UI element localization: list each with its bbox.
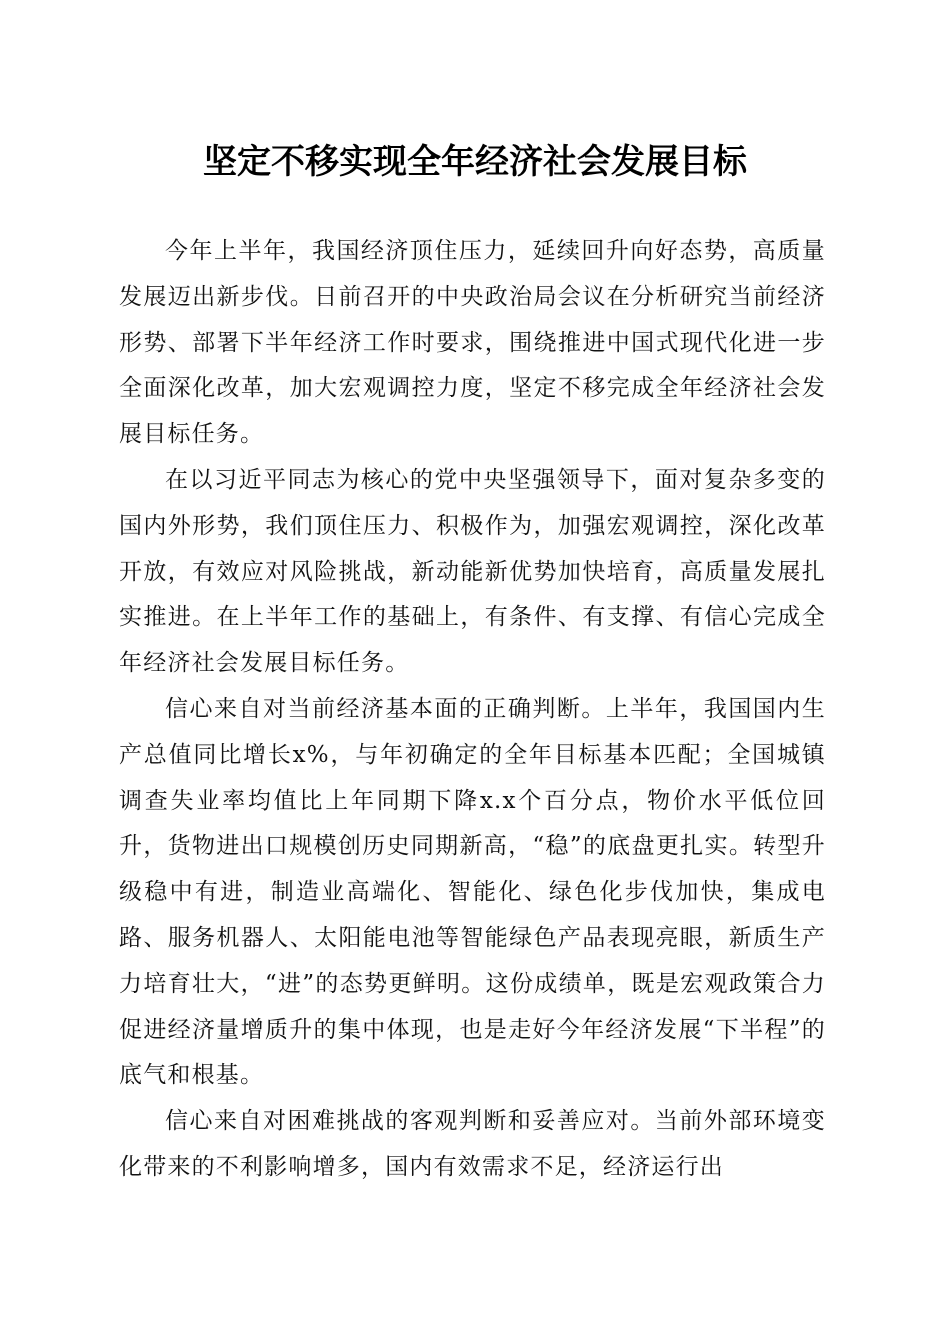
paragraph-3: 信心来自对当前经济基本面的正确判断。上半年，我国国内生产总值同比增长x%，与年初确定的全年目标基本匹配；全国城镇调查失业率均值比上年同期下降x.x个百分点，物价水平低位回升，货物进出口规模创历史同期新高，“稳”的底盘更扎实。转型升级稳中有进，制造业高端化、智能化、绿色化步伐加快，集成电路、服务机器人、太阳能电池等智能绿色产品表现亮眼，新质生产力培育壮大，“进”的态势更鲜明。这份成绩单，既是宏观政策合力促进经济量增质升的集中体现，也是走好今年经济发展“下半程”的底气和根基。 bbox=[119, 695, 826, 1089]
paragraph-1: 今年上半年，我国经济顶住压力，延续回升向好态势，高质量发展迈出新步伐。日前召开的中央政治局会议在分析研究当前经济形势、部署下半年经济工作时要求，围绕推进中国式现代化进一步全面深化改革，加大宏观调控力度，坚定不移完成全年经济社会发展目标任务。 bbox=[119, 238, 826, 448]
paragraph-4: 信心来自对困难挑战的客观判断和妥善应对。当前外部环境变化带来的不利影响增多，国内有效需求不足，经济运行出 bbox=[119, 1108, 826, 1180]
document-title: 坚定不移实现全年经济社会发展目标 bbox=[203, 142, 747, 182]
paragraph-2: 在以习近平同志为核心的党中央坚强领导下，面对复杂多变的国内外形势，我们顶住压力、积极作为，加强宏观调控，深化改革开放，有效应对风险挑战，新动能新优势加快培育，高质量发展扎实推进。在上半年工作的基础上，有条件、有支撑、有信心完成全年经济社会发展目标任务。 bbox=[119, 466, 826, 677]
document-body bbox=[119, 229, 826, 1191]
